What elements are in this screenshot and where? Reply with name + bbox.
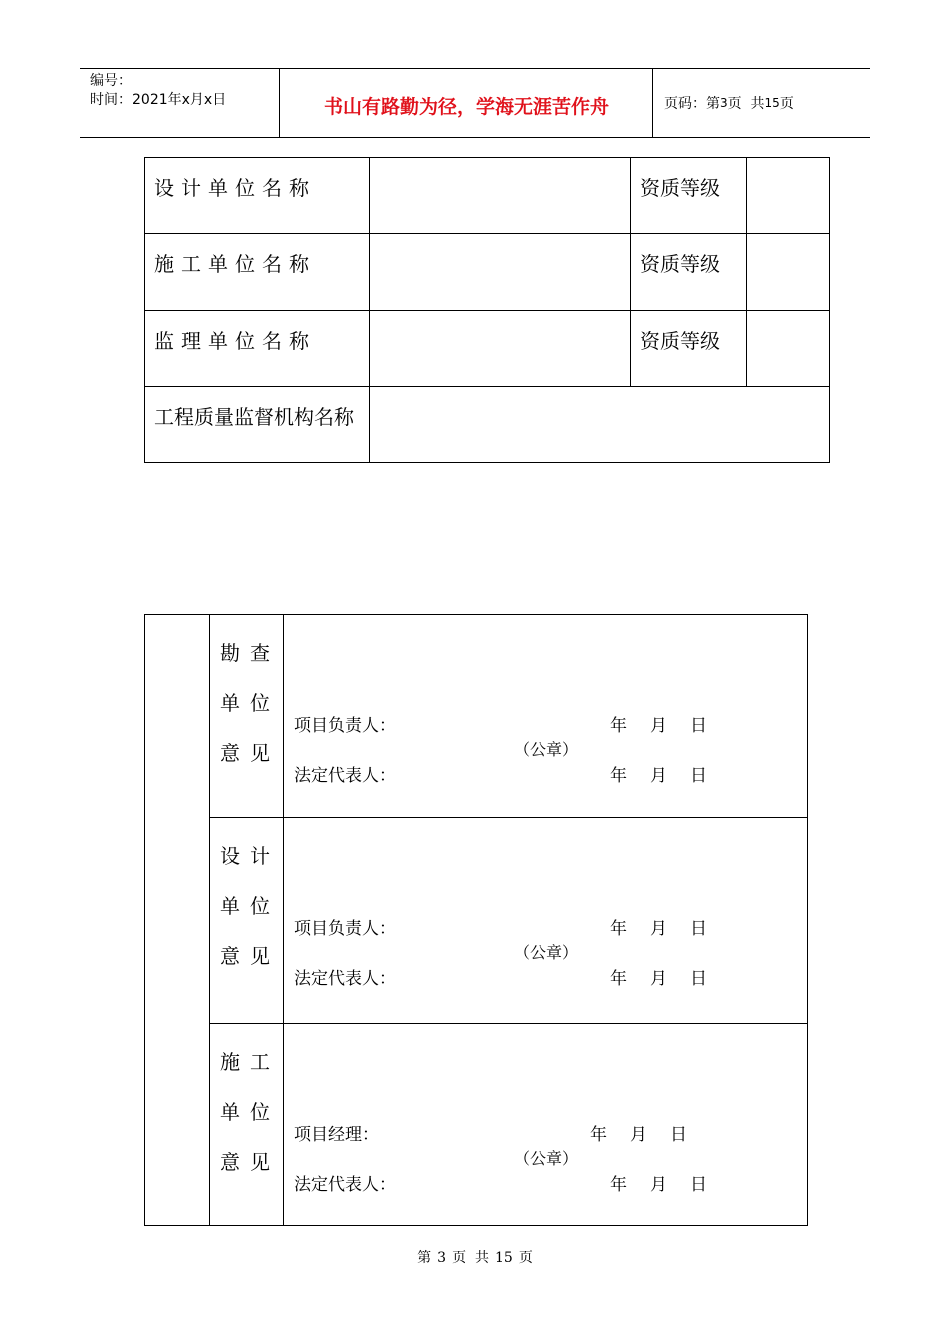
page-total: 15 xyxy=(764,96,780,110)
year-label: 年 xyxy=(610,969,627,989)
day-label: 日 xyxy=(670,1125,687,1145)
seal-label: （公章） xyxy=(514,740,579,759)
label-line: 单位 xyxy=(220,1100,280,1124)
page-header xyxy=(80,68,870,138)
label-line: 意见 xyxy=(220,1150,280,1174)
legal-rep-label: 法定代表人： xyxy=(294,969,396,989)
project-manager-label: 项目经理： xyxy=(294,1125,379,1145)
quality-supervision-label: 工程质量监督机构名称 xyxy=(145,386,370,462)
table-row xyxy=(145,386,830,462)
page-prefix: 页码：第 xyxy=(664,96,720,112)
design-grade-value[interactable] xyxy=(747,158,830,234)
year-label: 年 xyxy=(610,766,627,786)
label-line: 施工 xyxy=(220,1050,280,1074)
table-row xyxy=(145,615,808,818)
day-label: 日 xyxy=(690,716,707,736)
month-label: 月 xyxy=(630,1125,647,1145)
date-line xyxy=(610,964,730,989)
supervisor-unit-label: 监理单位名称 xyxy=(145,310,370,386)
construction-grade-value[interactable] xyxy=(747,234,830,310)
supervisor-unit-value[interactable] xyxy=(370,310,631,386)
label-line: 设计 xyxy=(220,844,280,868)
page-suffix: 页 xyxy=(779,96,794,112)
design-opinion-cell[interactable] xyxy=(284,818,808,1024)
footer-prefix: 第 xyxy=(417,1250,432,1266)
month-label: 月 xyxy=(650,919,667,939)
year-label: 年 xyxy=(610,716,627,736)
date-line xyxy=(610,1170,730,1195)
date-line xyxy=(610,761,730,786)
page-mid: 页 共 xyxy=(727,96,765,112)
day-label: 日 xyxy=(690,969,707,989)
project-lead-label: 项目负责人： xyxy=(294,716,396,736)
year-label: 年 xyxy=(610,919,627,939)
label-line: 单位 xyxy=(220,894,280,918)
design-grade-label: 资质等级 xyxy=(631,158,747,234)
serial-label: 编号： xyxy=(90,73,132,89)
design-unit-value[interactable] xyxy=(370,158,631,234)
day-label: 日 xyxy=(690,766,707,786)
units-table xyxy=(144,157,830,463)
opinions-side-column xyxy=(145,615,210,1226)
header-meta xyxy=(80,69,280,137)
day-label: 日 xyxy=(690,1175,707,1195)
construction-unit-value[interactable] xyxy=(370,234,631,310)
month-label: 月 xyxy=(650,1175,667,1195)
day-label: 日 xyxy=(690,919,707,939)
label-line: 意见 xyxy=(220,944,280,968)
construction-grade-label: 资质等级 xyxy=(631,234,747,310)
seal-label: （公章） xyxy=(514,1149,579,1168)
page-number: 3 xyxy=(720,96,728,110)
seal-label: （公章） xyxy=(514,943,579,962)
construction-opinion-label xyxy=(210,1024,284,1226)
survey-opinion-cell[interactable] xyxy=(284,615,808,818)
opinions-table xyxy=(144,614,808,1226)
month-label: 月 xyxy=(650,969,667,989)
month-label: 月 xyxy=(650,766,667,786)
header-motto: 书山有路勤为径，学海无涯苦作舟 xyxy=(281,69,653,137)
label-line: 单位 xyxy=(220,691,280,715)
page-footer xyxy=(0,1247,950,1267)
table-row xyxy=(145,234,830,310)
construction-unit-label: 施工单位名称 xyxy=(145,234,370,310)
date-line xyxy=(590,1120,710,1145)
label-line: 意见 xyxy=(220,741,280,765)
legal-rep-label: 法定代表人： xyxy=(294,1175,396,1195)
footer-suffix: 页 xyxy=(518,1250,533,1266)
design-unit-label: 设计单位名称 xyxy=(145,158,370,234)
table-row xyxy=(145,1024,808,1226)
legal-rep-label: 法定代表人： xyxy=(294,766,396,786)
footer-page: 3 xyxy=(437,1250,447,1266)
footer-total: 15 xyxy=(495,1250,513,1266)
label-line: 勘查 xyxy=(220,641,280,665)
design-opinion-label xyxy=(210,818,284,1024)
supervisor-grade-value[interactable] xyxy=(747,310,830,386)
time-label: 时间：2021年x月x日 xyxy=(90,92,227,108)
date-line xyxy=(610,914,730,939)
header-page-info xyxy=(654,69,870,137)
project-lead-label: 项目负责人： xyxy=(294,919,396,939)
table-row xyxy=(145,818,808,1024)
month-label: 月 xyxy=(650,716,667,736)
survey-opinion-label xyxy=(210,615,284,818)
table-row xyxy=(145,158,830,234)
quality-supervision-value[interactable] xyxy=(370,386,830,462)
date-line xyxy=(610,711,730,736)
table-row xyxy=(145,310,830,386)
footer-mid: 页 共 xyxy=(452,1250,489,1266)
supervisor-grade-label: 资质等级 xyxy=(631,310,747,386)
year-label: 年 xyxy=(610,1175,627,1195)
year-label: 年 xyxy=(590,1125,607,1145)
construction-opinion-cell[interactable] xyxy=(284,1024,808,1226)
